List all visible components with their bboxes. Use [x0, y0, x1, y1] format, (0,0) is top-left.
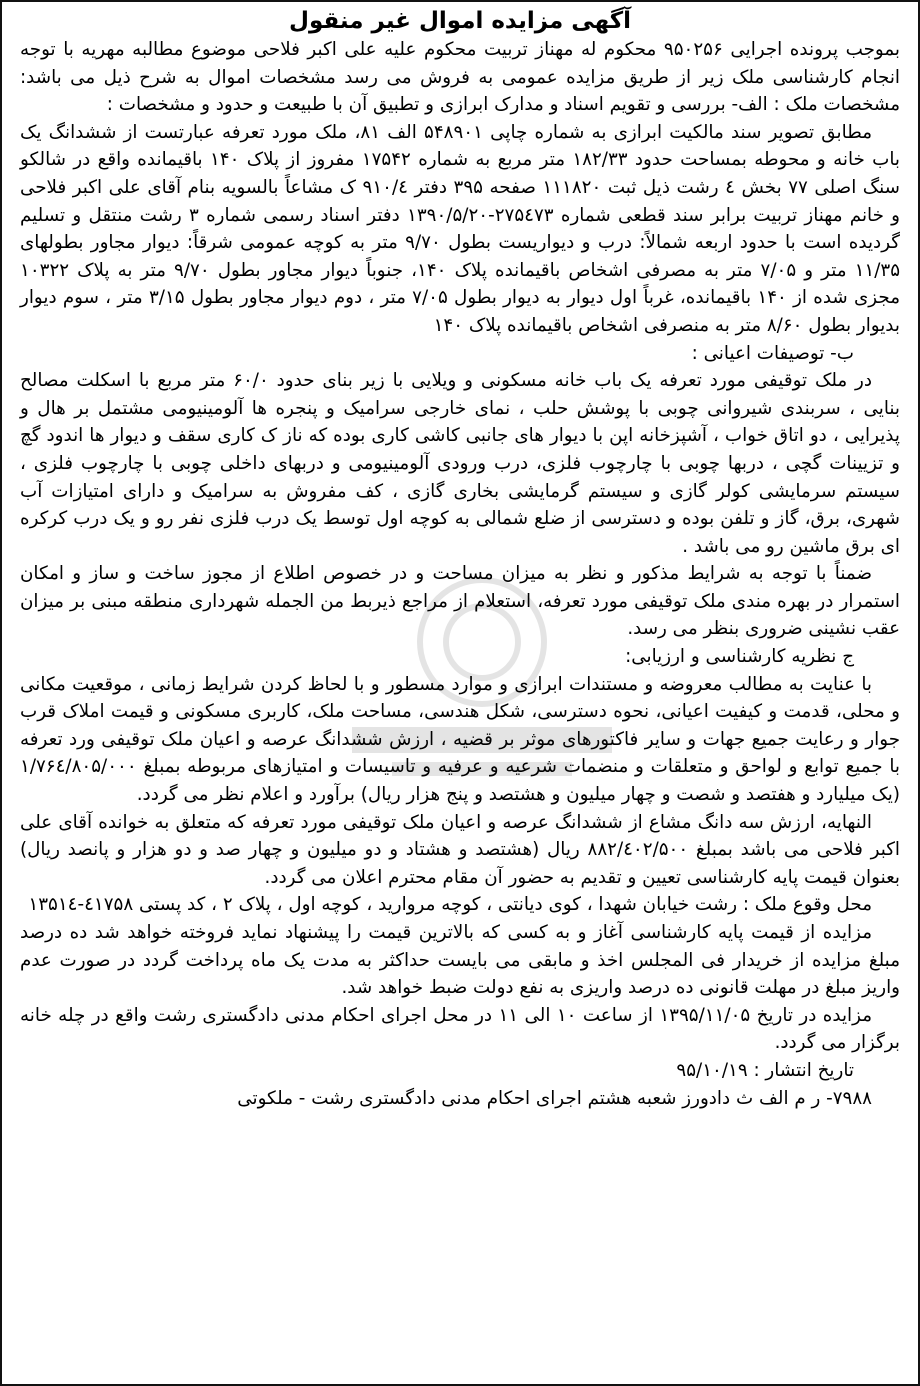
- notice-paragraph-p9: محل وقوع ملک : رشت خیابان شهدا ، کوی دیانتی ، کوچه مروارید ، کوچه اول ، پلاک ۲ ، کد پستی ٤۱۷۵۸-۱۳۵۱٤: [28, 894, 872, 916]
- notice-paragraph-p7: با عنایت به مطالب معروضه و مستندات ابرازی و موارد مسطور و با لحاظ کردن شرایط زمانی ، موقعیت مکانی و محلی، قدمت و کیفیت اعیانی، نحوه دسترسی، شکل هندسی، مساحت ملک، کاربری مسکونی و قیمت املاک قرب جوار و رعایت جمیع جهات و سایر فاکتورهای موثر بر قضیه ، ارزش ششدانگ عرصه و اعیان ملک توقیفی ورد تعرفه با جمیع توابع و لواحق و متعلقات و منضمات شرعیه و عرفیه و تاسیسات و امتیازهای مربوطه بمبلغ ۱/۷۶٤/۸۰۵/۰۰۰ (یک میلیارد و هفتصد و شصت و چهار میلیون و هشتصد و پنج هزار ریال) برآورد و اعلام نظر می گردد.: [20, 673, 900, 806]
- notice-paragraph-p11: مزایده در تاریخ ۱۳۹۵/۱۱/۰۵ از ساعت ۱۰ الی ۱۱ در محل اجرای احکام مدنی دادگستری رشت واقع در چله خانه برگزار می گردد.: [20, 1004, 900, 1054]
- notice-paragraph-p8: النهایه، ارزش سه دانگ مشاع از ششدانگ عرصه و اعیان ملک توقیفی مورد تعرفه که متعلق به خوانده آقای علی اکبر فلاحی می باشد بمبلغ ۸۸۲/٤۰۲/۵۰۰ ریال (هشتصد و هشتاد و دو میلیون و چهار صد و دو هزار و پانصد ریال) بعنوان قیمت پایه کارشناسی تعیین و تقدیم به حضور آن مقام محترم اعلان می گردد.: [20, 811, 900, 888]
- notice-paragraph-p5: ضمناً با توجه به شرایط مذکور و نظر به میزان مساحت و در خصوص اطلاع از مجوز ساخت و ساز و امکان استمرار در بهره مندی ملک توقیفی مورد تعرفه، استعلام از مراجع ذیربط من الجمله شهرداری منطقه مبنی بر میزان عقب نشینی ضروری بنظر می رسد.: [20, 563, 900, 640]
- notice-title: آگهی مزایده اموال غیر منقول: [288, 8, 632, 34]
- notice-paragraph-p1: بموجب پرونده اجرایی ۹۵۰۲۵۶ محکوم له مهناز تربیت محکوم علیه علی اکبر فلاحی موضوع مطالبه مهریه با توجه انجام کارشناسی ملک زیر از طریق مزایده عمومی به فروش می رسد مشخصات اموال به شرح ذیل می باشد: مشخصات ملک : الف- بررسی و تقویم اسناد و مدارک ابرازی و تطبیق آن با طبیعت و حدود و مشخصات :: [20, 39, 900, 116]
- notice-paragraph-p3: ب- توصیفات اعیانی :: [691, 342, 854, 364]
- notice-paragraph-p2: مطابق تصویر سند مالکیت ابرازی به شماره چاپی ۵۴۸۹۰۱ الف ۸۱، ملک مورد تعرفه عبارتست از ششدانگ یک باب خانه و محوطه بمساحت حدود ۱۸۲/۳۳ متر مربع به شماره ۱۷۵۴۲ مفروز از پلاک ۱۴۰ باقیمانده واقع در شالکو سنگ اصلی ۷۷ بخش ٤ رشت ذیل ثبت ۱۱۱۸۲۰ صفحه ۳۹۵ دفتر ۹۱۰/٤ ک مشاعاً بالسویه بنام آقای علی اکبر فلاحی و خانم مهناز تربیت برابر سند قطعی شماره ۲۷۵٤۷۳-۱۳۹۰/۵/۲۰ دفتر اسناد رسمی شماره ۳ رشت منتقل و تسلیم گردیده است با حدود اربعه شمالاً: درب و دیواریست بطول ۹/۷۰ متر به کوچه عمومی شرقاً: دیوار مجاور بطولهای ۱۱/۳۵ متر و ۷/۰۵ متر به مصرفی اشخاص باقیمانده پلاک ۱۴۰، جنوباً دیوار مجاور بطول ۹/۷۰ متر به پلاک ۱۰۳۲۲ مجزی شده از ۱۴۰ باقیمانده، غرباً اول دیوار به دیوار بطول ۷/۰۵ متر ، دوم دیوار مجاور بطول ۳/۱۵ متر ، سوم دیوار بدیوار بطول ۸/۶۰ متر به منصرفی اشخاص باقیمانده پلاک ۱۴۰: [20, 121, 901, 336]
- notice-paragraph-p6: ج نظریه کارشناسی و ارزیابی:: [625, 646, 854, 668]
- notice-paragraph-p4: در ملک توقیفی مورد تعرفه یک باب خانه مسکونی و ویلایی با زیر بنای حدود ۶۰/۰ متر مربع با اسکلت مصالح بنایی ، سربندی شیروانی چوبی با پوشش حلب ، نمای خارجی سرامیک و پنجره ها آلومینیومی مشتمل بر هال و پذیرایی ، دو اتاق خواب ، آشپزخانه اپن با دیوار های جانبی کاشی کاری بوده که ناز ک کاری سقف و دیوار ها اندود گچ و تزیینات گچی ، دربها چوبی با چارچوب فلزی، درب ورودی آلومینیومی و دربهای داخلی چوبی با چارچوب فلزی ، سیستم سرمایشی کولر گازی و سیستم گرمایشی بخاری گازی ، کف مفروش به سرامیک و دارای امتیازات آب شهری، برق، گاز و تلفن بوده و دسترسی از ضلع شمالی به کوچه اول توسط یک درب فلزی نفر رو و یک درب کرکره ای برق ماشین رو می باشد .: [20, 370, 900, 557]
- notice-paragraph-p13: ۷۹۸۸- ر م الف ث دادورز شعبه هشتم اجرای احکام مدنی دادگستری رشت - ملکوتی: [237, 1087, 872, 1109]
- notice-paragraph-p12: تاریخ انتشار : ۹۵/۱۰/۱۹: [676, 1059, 854, 1081]
- notice-body: [2, 36, 918, 1112]
- notice-paragraph-p10: مزایده از قیمت پایه کارشناسی آغاز و به کسی که بالاترین قیمت را پیشنهاد نماید فروخته خواهد شد ده درصد مبلغ مزایده از خریدار فی المجلس اخذ و مابقی می بایست حداکثر به مدت یک ماه پرداخت گردد در صورت عدم واریز مبلغ در مهلت قانونی ده درصد واریزی به نفع دولت ضبط خواهد شد.: [20, 922, 900, 999]
